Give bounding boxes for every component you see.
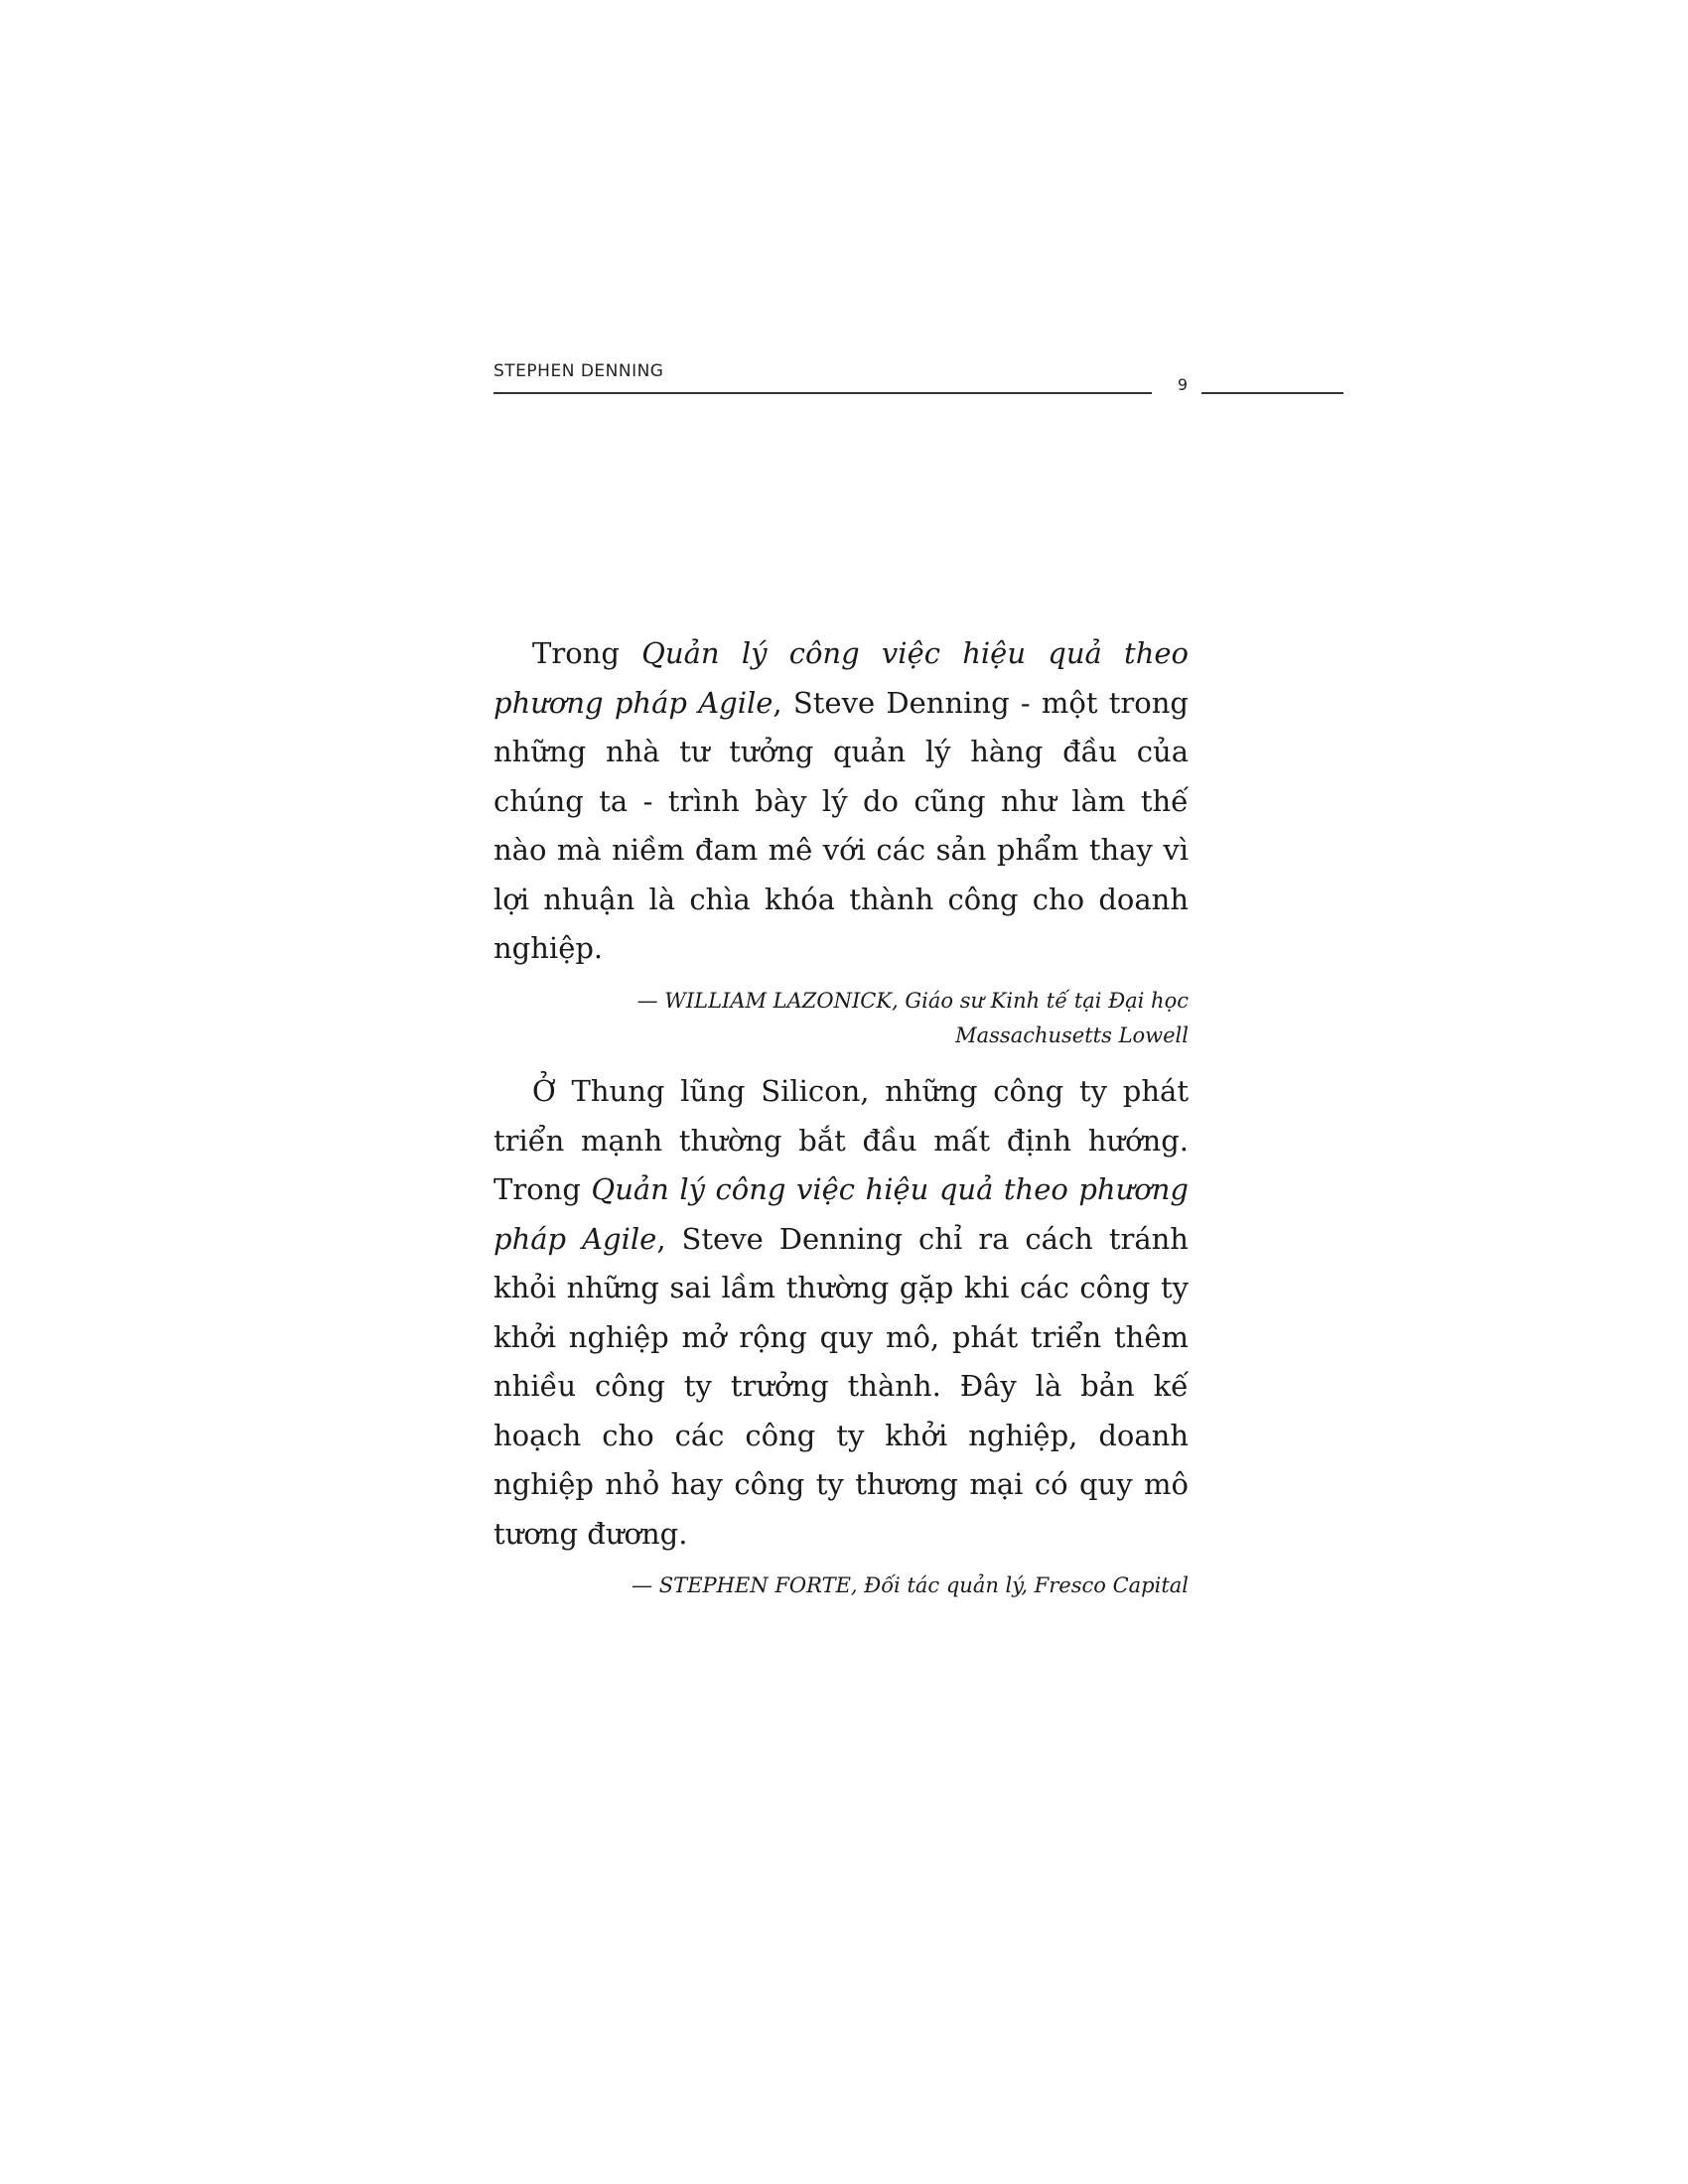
endorsement-quote bbox=[493, 629, 1189, 974]
header-rule-left bbox=[493, 392, 1152, 394]
book-title: Quản lý công việc hiệu quả theo phương pháp Agile bbox=[493, 636, 1189, 720]
header-rule-right bbox=[1201, 392, 1343, 394]
endorsement-attribution bbox=[493, 984, 1189, 1053]
book-title: Quản lý công việc hiệu quả theo phương pháp Agile bbox=[493, 1172, 1189, 1256]
quote-intro: Ở Thung lũng Silicon, những công ty phát triển mạnh thường bắt đầu mất định hướng. Trong bbox=[493, 1074, 1189, 1206]
attribution-line: — WILLIAM LAZONICK, Giáo sư Kinh tế tại Đại học bbox=[636, 988, 1189, 1013]
endorsement-blurb-forte bbox=[493, 1067, 1189, 1603]
attribution-line: Massachusetts Lowell bbox=[955, 1023, 1189, 1047]
endorsement-attribution bbox=[493, 1569, 1189, 1603]
quote-rest: , Steve Denning - một trong những nhà tư tưởng quản lý hàng đầu của chúng ta - trình bày lý do cũng như làm thế nào mà niềm đam mê với các sản phẩm thay vì lợi nhuận là chìa khóa thành công cho doanh nghiệp. bbox=[493, 685, 1189, 965]
quote-rest: , Steve Denning chỉ ra cách tránh khỏi những sai lầm thường gặp khi các công ty khởi nghiệp mở rộng quy mô, phát triển thêm nhiều công ty trưởng thành. Đây là bản kế hoạch cho các công ty khởi nghiệp, doanh nghiệp nhỏ hay công ty thương mại có quy mô tương đương. bbox=[493, 1221, 1189, 1551]
page-number: 9 bbox=[1177, 375, 1189, 394]
endorsement-blurb-lazonick bbox=[493, 629, 1189, 1053]
running-head: STEPHEN DENNING bbox=[493, 361, 664, 381]
attribution-line: — STEPHEN FORTE, Đối tác quản lý, Fresco Capital bbox=[632, 1573, 1189, 1597]
endorsement-quote bbox=[493, 1067, 1189, 1559]
quote-intro: Trong bbox=[532, 636, 642, 670]
